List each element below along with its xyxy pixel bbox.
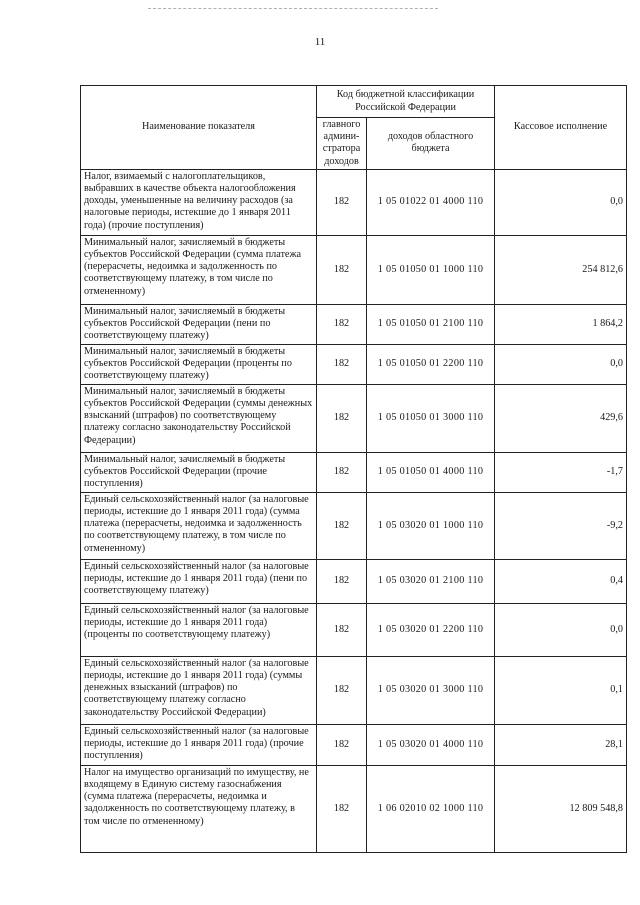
- table-row: [81, 656, 627, 724]
- table-header: [81, 86, 627, 170]
- row-indicator-name: Единый сельскохозяйственный налог (за налоговые периоды, истекшие до 1 января 2011 года) (проценты по соответствующему платежу): [81, 603, 317, 656]
- row-income-code: 1 05 03020 01 4000 110: [367, 724, 495, 765]
- row-indicator-name: Единый сельскохозяйственный налог (за налоговые периоды, истекшие до 1 января 2011 года) (прочие поступления): [81, 724, 317, 765]
- row-income-code: 1 05 03020 01 2200 110: [367, 603, 495, 656]
- row-amount: 1 864,2: [495, 304, 627, 344]
- row-income-code: 1 05 01022 01 4000 110: [367, 169, 495, 235]
- row-admin-code: 182: [317, 452, 367, 492]
- row-income-code: 1 05 01050 01 2100 110: [367, 304, 495, 344]
- row-admin-code: 182: [317, 724, 367, 765]
- row-indicator-name: Налог на имущество организаций по имуществу, не входящему в Единую систему газоснабжения (сумма платежа (перерасчеты, недоимка и задолженность по соответствующему платежу, в том числе по отмененному): [81, 765, 317, 852]
- row-admin-code: 182: [317, 169, 367, 235]
- table-row: [81, 492, 627, 559]
- row-amount: 12 809 548,8: [495, 765, 627, 852]
- header-cash-execution: Кассовое исполнение: [495, 86, 627, 170]
- row-amount: 28,1: [495, 724, 627, 765]
- row-income-code: 1 06 02010 02 1000 110: [367, 765, 495, 852]
- row-indicator-name: Минимальный налог, зачисляемый в бюджеты субъектов Российской Федерации (прочие поступления): [81, 452, 317, 492]
- row-amount: 0,0: [495, 169, 627, 235]
- row-indicator-name: Единый сельскохозяйственный налог (за налоговые периоды, истекшие до 1 января 2011 года) (суммы денежных взысканий (штрафов) по соответствующему платежу согласно законодательству Российской Федерации): [81, 656, 317, 724]
- header-admin-code: главного админи-стратора доходов: [317, 118, 367, 170]
- row-indicator-name: Единый сельскохозяйственный налог (за налоговые периоды, истекшие до 1 января 2011 года) (сумма платежа (перерасчеты, недоимка и задолженность по соответствующему платежу, в том числе по отмененному): [81, 492, 317, 559]
- header-indicator-name: Наименование показателя: [81, 86, 317, 170]
- row-admin-code: 182: [317, 603, 367, 656]
- row-amount: 0,0: [495, 603, 627, 656]
- row-amount: 429,6: [495, 384, 627, 452]
- row-indicator-name: Единый сельскохозяйственный налог (за налоговые периоды, истекшие до 1 января 2011 года) (пени по соответствующему платежу): [81, 559, 317, 603]
- page-number: 11: [314, 36, 326, 48]
- row-admin-code: 182: [317, 235, 367, 304]
- row-amount: 0,1: [495, 656, 627, 724]
- table-row: [81, 344, 627, 384]
- table-row: [81, 559, 627, 603]
- row-income-code: 1 05 01050 01 3000 110: [367, 384, 495, 452]
- budget-table: [80, 85, 627, 853]
- header-income-code: доходов областного бюджета: [367, 118, 495, 170]
- page-top-rule: [148, 8, 438, 9]
- row-admin-code: 182: [317, 559, 367, 603]
- row-income-code: 1 05 03020 01 2100 110: [367, 559, 495, 603]
- table-row: [81, 452, 627, 492]
- row-amount: 254 812,6: [495, 235, 627, 304]
- row-indicator-name: Минимальный налог, зачисляемый в бюджеты субъектов Российской Федерации (проценты по соответствующему платежу): [81, 344, 317, 384]
- row-admin-code: 182: [317, 384, 367, 452]
- row-indicator-name: Налог, взимаемый с налогоплательщиков, выбравших в качестве объекта налогообложения доходы, уменьшенные на величину расходов (за налоговые периоды, истекшие до 1 января 2011 года) (прочие поступления): [81, 169, 317, 235]
- table-row: [81, 765, 627, 852]
- row-indicator-name: Минимальный налог, зачисляемый в бюджеты субъектов Российской Федерации (суммы денежных взысканий (штрафов) по соответствующему платежу согласно законодательству Российской Федерации): [81, 384, 317, 452]
- row-amount: 0,0: [495, 344, 627, 384]
- row-income-code: 1 05 03020 01 3000 110: [367, 656, 495, 724]
- row-amount: -1,7: [495, 452, 627, 492]
- table-row: [81, 235, 627, 304]
- row-amount: 0,4: [495, 559, 627, 603]
- row-admin-code: 182: [317, 344, 367, 384]
- row-income-code: 1 05 03020 01 1000 110: [367, 492, 495, 559]
- row-admin-code: 182: [317, 304, 367, 344]
- row-income-code: 1 05 01050 01 2200 110: [367, 344, 495, 384]
- row-admin-code: 182: [317, 656, 367, 724]
- table-row: [81, 724, 627, 765]
- row-amount: -9,2: [495, 492, 627, 559]
- table-row: [81, 169, 627, 235]
- table-row: [81, 603, 627, 656]
- row-indicator-name: Минимальный налог, зачисляемый в бюджеты субъектов Российской Федерации (сумма платежа (перерасчеты, недоимка и задолженность по соответствующему платежу, в том числе по отмененному): [81, 235, 317, 304]
- row-admin-code: 182: [317, 765, 367, 852]
- table-row: [81, 384, 627, 452]
- row-income-code: 1 05 01050 01 1000 110: [367, 235, 495, 304]
- table-row: [81, 304, 627, 344]
- row-income-code: 1 05 01050 01 4000 110: [367, 452, 495, 492]
- table-body: [81, 169, 627, 852]
- row-admin-code: 182: [317, 492, 367, 559]
- row-indicator-name: Минимальный налог, зачисляемый в бюджеты субъектов Российской Федерации (пени по соответствующему платежу): [81, 304, 317, 344]
- header-code-group: Код бюджетной классификации Российской Федерации: [317, 86, 495, 118]
